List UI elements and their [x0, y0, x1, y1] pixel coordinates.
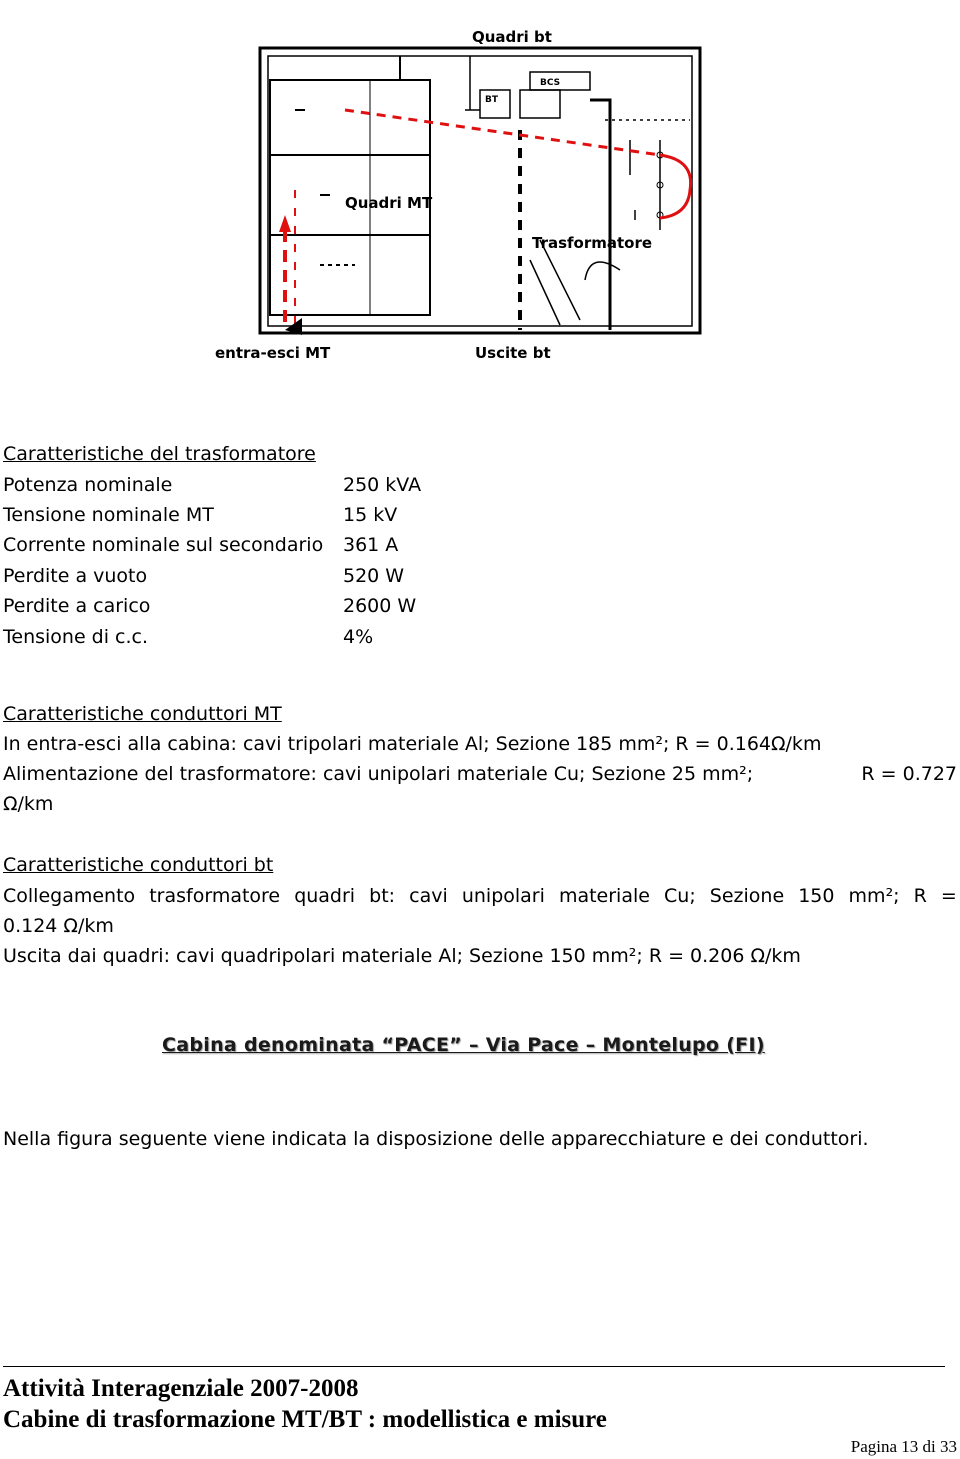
quadri-mt-label: Quadri MT	[345, 194, 433, 212]
cabina-title: Cabina denominata “PACE” – Via Pace – Montelupo (FI)	[162, 1034, 765, 1056]
intro-text: Nella figura seguente viene indicata la disposizione delle apparecchiature e dei conduttori.	[3, 1128, 869, 1150]
spec-value: 520 W	[343, 565, 405, 587]
spec-value: 250 kVA	[343, 474, 422, 496]
spec-row	[3, 503, 397, 527]
spec-label: Perdite a vuoto	[3, 565, 148, 587]
spec-value: 361 A	[343, 534, 399, 556]
spec-row	[3, 625, 373, 649]
spec-row	[3, 533, 398, 557]
spec-row	[3, 564, 404, 588]
bt-word: Sezione	[709, 885, 785, 907]
bt-word: R	[913, 885, 927, 907]
bt-word: bt:	[369, 885, 396, 907]
mt-line-1: In entra-esci alla cabina: cavi tripolari materiale Al; Sezione 185 mm²; R = 0.164Ω/km	[3, 733, 822, 755]
quadri-bt-label: Quadri bt	[472, 28, 552, 46]
bt-word: mm²;	[848, 885, 900, 907]
bt-word: cavi	[409, 885, 448, 907]
bt-word: 150	[798, 885, 835, 907]
bcs-panel-label: BCS	[540, 78, 561, 88]
bt-line-2: 0.124 Ω/km	[3, 915, 114, 937]
footer-rule	[3, 1366, 945, 1367]
trasformatore-label: Trasformatore	[532, 234, 653, 252]
bt-line-1	[3, 884, 957, 908]
bt-line-3: Uscita dai quadri: cavi quadripolari materiale Al; Sezione 150 mm²; R = 0.206 Ω/km	[3, 945, 801, 967]
mt-line-3: Ω/km	[3, 793, 54, 815]
mt-line-2-text: Alimentazione del trasformatore: cavi unipolari materiale Cu; Sezione 25 mm²;	[3, 763, 754, 785]
footer-line-1: Attività Interagenziale 2007-2008	[3, 1375, 359, 1402]
uscite-bt-label: Uscite bt	[475, 344, 551, 362]
bt-word: quadri	[294, 885, 356, 907]
mt-line-2-resistance: R = 0.727	[861, 763, 957, 785]
spec-row	[3, 594, 416, 618]
spec-value: 15 kV	[343, 504, 398, 526]
mt-line-2	[3, 762, 957, 786]
cabin-floor-plan	[190, 0, 720, 410]
footer-line-2: Cabine di trasformazione MT/BT : modellistica e misure	[3, 1406, 607, 1433]
bt-heading: Caratteristiche conduttori bt	[3, 854, 274, 876]
bt-word: Collegamento	[3, 885, 136, 907]
spec-label: Potenza nominale	[3, 474, 173, 496]
spec-label: Tensione nominale MT	[3, 504, 214, 526]
page-number: Pagina 13 di 33	[850, 1437, 957, 1456]
entra-esci-label: entra-esci MT	[215, 344, 331, 362]
bt-word: =	[940, 885, 957, 907]
spec-label: Corrente nominale sul secondario	[3, 534, 324, 556]
bt-word: trasformatore	[149, 885, 281, 907]
spec-row	[3, 473, 421, 497]
spec-value: 2600 W	[343, 595, 417, 617]
bt-word: unipolari	[461, 885, 545, 907]
bt-word: materiale	[558, 885, 650, 907]
mt-heading: Caratteristiche conduttori MT	[3, 703, 282, 725]
bt-word: Cu;	[664, 885, 696, 907]
spec-label: Perdite a carico	[3, 595, 151, 617]
spec-value: 4%	[343, 626, 374, 648]
spec-label: Tensione di c.c.	[3, 626, 149, 648]
bt-panel-label: BT	[485, 95, 498, 105]
trasformatore-heading: Caratteristiche del trasformatore	[3, 443, 316, 465]
